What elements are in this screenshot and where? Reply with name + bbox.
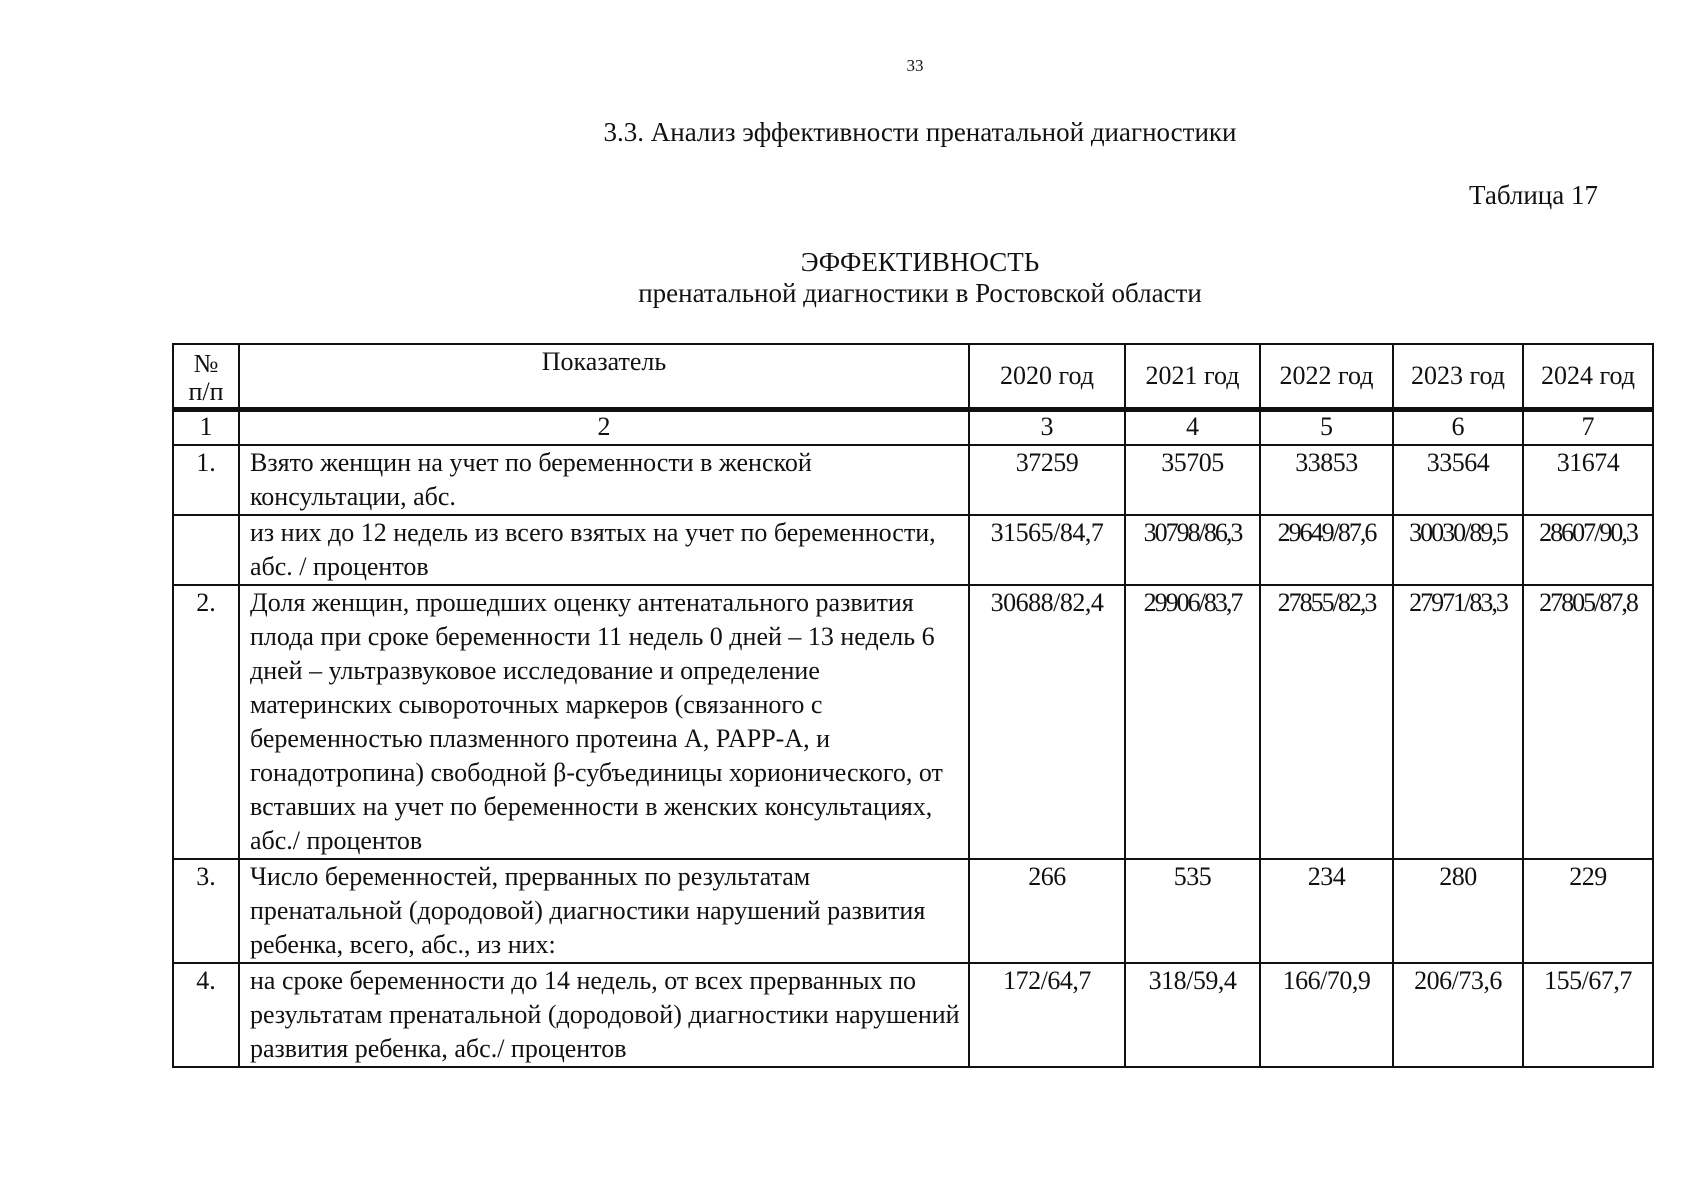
value-2024: 27805/87,8	[1523, 585, 1653, 859]
header-num-line1: №	[193, 348, 219, 378]
value-2020: 266	[969, 859, 1125, 963]
header-num-line2: п/п	[188, 376, 224, 406]
value-2021: 29906/83,7	[1125, 585, 1260, 859]
value-2021: 535	[1125, 859, 1260, 963]
row-number: 2.	[173, 585, 239, 859]
section-heading: 3.3. Анализ эффективности пренатальной диагностики	[603, 117, 1237, 147]
column-number: 5	[1260, 410, 1393, 446]
row-number: 1.	[173, 445, 239, 515]
value-2021: 318/59,4	[1125, 963, 1260, 1067]
header-2022: 2022 год	[1260, 344, 1393, 410]
value-2021: 35705	[1125, 445, 1260, 515]
value-2024: 229	[1523, 859, 1653, 963]
row-number: 4.	[173, 963, 239, 1067]
table-label: Таблица 17	[1469, 180, 1598, 210]
column-number: 2	[239, 410, 969, 446]
value-2020: 172/64,7	[969, 963, 1125, 1067]
value-2023: 33564	[1393, 445, 1523, 515]
value-2024: 31674	[1523, 445, 1653, 515]
table-row	[173, 445, 1653, 515]
header-2023: 2023 год	[1393, 344, 1523, 410]
column-number: 7	[1523, 410, 1653, 446]
column-number: 4	[1125, 410, 1260, 446]
value-2023: 206/73,6	[1393, 963, 1523, 1067]
value-2021: 30798/86,3	[1125, 515, 1260, 585]
table-row	[173, 859, 1653, 963]
value-2024: 28607/90,3	[1523, 515, 1653, 585]
value-2022: 234	[1260, 859, 1393, 963]
value-2023: 27971/83,3	[1393, 585, 1523, 859]
table-row	[173, 585, 1653, 859]
table-row	[173, 515, 1653, 585]
row-indicator: Доля женщин, прошедших оценку антенатального развития плода при сроке беременности 11 недель 0 дней – 13 недель 6 дней – ультразвуковое исследование и определение материнских сывороточных маркеров (связанного с беременностью плазменного протеина А, PAPP-A, и гонадотропина) свободной β-субъединицы хорионического, от вставших на учет по беременности в женских консультациях, абс./ процентов	[239, 585, 969, 859]
table-row	[173, 963, 1653, 1067]
column-number: 1	[173, 410, 239, 446]
table-title	[170, 247, 1670, 309]
header-2021: 2021 год	[1125, 344, 1260, 410]
row-indicator: из них до 12 недель из всего взятых на учет по беременности, абс. / процентов	[239, 515, 969, 585]
row-number	[173, 515, 239, 585]
row-number: 3.	[173, 859, 239, 963]
header-indicator: Показатель	[239, 344, 969, 410]
column-number: 3	[969, 410, 1125, 446]
column-number: 6	[1393, 410, 1523, 446]
row-indicator: на сроке беременности до 14 недель, от всех прерванных по результатам пренатальной (дородовой) диагностики нарушений развития ребенка, абс./ процентов	[239, 963, 969, 1067]
value-2020: 30688/82,4	[969, 585, 1125, 859]
row-indicator: Число беременностей, прерванных по результатам пренатальной (дородовой) диагностики нарушений развития ребенка, всего, абс., из них:	[239, 859, 969, 963]
value-2022: 166/70,9	[1260, 963, 1393, 1067]
value-2023: 280	[1393, 859, 1523, 963]
value-2024: 155/67,7	[1523, 963, 1653, 1067]
table-header-row	[173, 344, 1653, 410]
table-title-line2: пренатальной диагностики в Ростовской области	[638, 278, 1202, 308]
header-2020: 2020 год	[969, 344, 1125, 410]
header-2024: 2024 год	[1523, 344, 1653, 410]
value-2022: 27855/82,3	[1260, 585, 1393, 859]
table-title-line1: ЭФФЕКТИВНОСТЬ	[800, 247, 1040, 277]
efficiency-table	[172, 343, 1654, 1068]
value-2023: 30030/89,5	[1393, 515, 1523, 585]
row-indicator: Взято женщин на учет по беременности в женской консультации, абс.	[239, 445, 969, 515]
column-number-row	[173, 410, 1653, 446]
page-number: 33	[906, 56, 924, 75]
header-num	[173, 344, 239, 410]
value-2022: 29649/87,6	[1260, 515, 1393, 585]
value-2020: 37259	[969, 445, 1125, 515]
value-2020: 31565/84,7	[969, 515, 1125, 585]
value-2022: 33853	[1260, 445, 1393, 515]
